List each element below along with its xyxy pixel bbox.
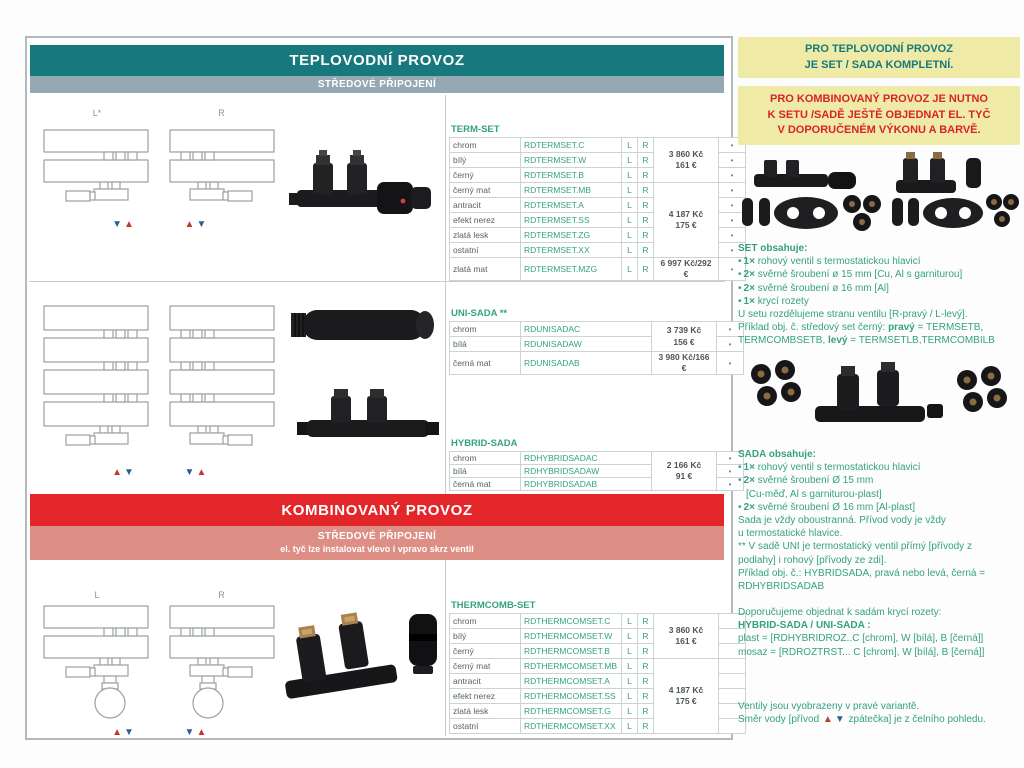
- radiator-drawing: [38, 300, 156, 460]
- cell-color-name: bílý: [450, 153, 521, 168]
- cell-price: 4 187 Kč 175 €: [654, 183, 719, 258]
- info-line: u termostatické hlavice.: [738, 528, 843, 540]
- uni-sada-title: UNI-SADA **: [451, 308, 508, 319]
- cell-availability-dot: •: [719, 138, 746, 153]
- section-header-teplovodni: [30, 45, 724, 76]
- table-row: [450, 352, 744, 375]
- cell-right-variant: R: [638, 674, 654, 689]
- list-item: [738, 268, 1022, 281]
- radiator-drawing: [38, 120, 156, 212]
- info-line: plast = [RDHYBRIDROZ..C [chrom], W [bílá], B [černá]]: [738, 633, 984, 645]
- hybrid-sada-table-block: [449, 436, 732, 491]
- thermcomb-set-table-block: [449, 598, 725, 734]
- item-qty: 2×: [743, 269, 755, 281]
- info-text: Směr vody [přívod: [738, 714, 822, 726]
- item-qty: 1×: [743, 462, 755, 474]
- cell-left-variant: L: [622, 198, 638, 213]
- section-header-kombinovany: [30, 494, 724, 526]
- cell-product-code: RDTERMSET.C: [521, 138, 622, 153]
- cell-availability-dot: •: [719, 183, 746, 198]
- cell-product-code: RDTERMSET.MZG: [521, 258, 622, 281]
- cell-product-code: RDTERMSET.B: [521, 168, 622, 183]
- flow-down-icon: ▼: [124, 467, 134, 478]
- cell-right-variant: R: [638, 198, 654, 213]
- notice-line: V DOPORUČENÉM VÝKONU A BARVĚ.: [777, 124, 981, 137]
- cell-right-variant: R: [638, 704, 654, 719]
- cell-price: 4 187 Kč 175 €: [654, 659, 719, 734]
- cell-availability-dot: •: [717, 337, 744, 352]
- notice-line: PRO KOMBINOVANÝ PROVOZ JE NUTNO: [770, 93, 988, 106]
- subheader-stredove-2: [30, 526, 724, 560]
- cell-product-code: RDTERMSET.W: [521, 153, 622, 168]
- list-item-continuation: [Cu-měď, Al s garniturou-plast]: [746, 488, 882, 500]
- notice-line: JE SET / SADA KOMPLETNÍ.: [804, 58, 954, 71]
- cell-left-variant: L: [622, 213, 638, 228]
- flow-direction-markers: [37, 725, 157, 738]
- flow-direction-markers: [37, 217, 157, 230]
- item-text: rohový ventil s termostatickou hlavicí: [754, 462, 921, 474]
- cell-price: 3 739 Kč 156 €: [652, 322, 717, 352]
- radiator-diagram-left: [37, 108, 157, 230]
- info-line: mosaz = [RDROZTRST... C [chrom], W [bílá], B [černá]]: [738, 646, 985, 658]
- set-contents-title: SET obsahuje:: [738, 243, 808, 254]
- cell-color-name: chrom: [450, 138, 521, 153]
- cell-color-name: zlatá lesk: [450, 704, 521, 719]
- cell-color-name: ostatní: [450, 719, 521, 734]
- bullet-icon: •: [738, 295, 742, 307]
- flow-up-icon: ▲: [184, 219, 195, 230]
- info-text: Příklad obj. č. středový set černý:: [738, 322, 889, 334]
- radiator-diagram-right: [161, 108, 281, 230]
- flow-down-icon: ▼: [184, 727, 195, 738]
- cell-color-name: bílá: [450, 465, 521, 478]
- cell-availability-dot: •: [719, 258, 746, 281]
- subheader-stredove-2-note: el. tyč lze instalovat vlevo i vpravo skrz ventil: [280, 543, 474, 554]
- info-text: = TERMSETB,: [914, 322, 984, 334]
- radiator-drawing: [162, 602, 280, 720]
- cell-product-code: RDTERMSET.XX: [521, 243, 622, 258]
- flow-direction-markers: [161, 725, 281, 738]
- cell-product-code: RDUNISADAW: [521, 337, 652, 352]
- cell-left-variant: L: [622, 138, 638, 153]
- item-qty: 2×: [743, 501, 755, 513]
- flow-down-icon: ▼: [124, 727, 134, 738]
- flow-down-icon: ▼: [184, 467, 195, 478]
- info-text: zpátečka] je z čelního pohledu.: [845, 714, 986, 726]
- diagram-label-right: R: [218, 590, 225, 600]
- cell-color-name: černá mat: [450, 478, 521, 491]
- cell-availability-dot: •: [719, 198, 746, 213]
- product-photo-uni-sada: [289, 294, 439, 356]
- cell-right-variant: R: [638, 183, 654, 198]
- cell-availability-dot: [719, 674, 746, 689]
- product-photo-thermcomb-set: [285, 600, 443, 705]
- cell-product-code: RDTHERMCOMSET.A: [521, 674, 622, 689]
- info-line: [738, 334, 1022, 347]
- item-qty: 2×: [743, 282, 755, 294]
- cell-product-code: RDUNISADAC: [521, 322, 652, 337]
- item-text: svěrné šroubení ø 16 mm [Al]: [754, 282, 889, 294]
- flow-down-icon: ▼: [112, 219, 122, 230]
- cell-right-variant: R: [638, 213, 654, 228]
- info-line: [738, 321, 1022, 334]
- cell-product-code: RDUNISADAB: [521, 352, 652, 375]
- cell-product-code: RDHYBRIDSADAC: [521, 452, 652, 465]
- thermcomb-set-table: [449, 613, 746, 734]
- item-qty: 1×: [743, 295, 755, 307]
- cell-left-variant: L: [622, 644, 638, 659]
- info-line: [738, 713, 1022, 726]
- cell-availability-dot: •: [719, 243, 746, 258]
- info-line: Sada je vždy oboustranná. Přívod vody je vždy: [738, 514, 946, 526]
- cell-product-code: RDTERMSET.MB: [521, 183, 622, 198]
- cell-left-variant: L: [622, 168, 638, 183]
- footer-note: [738, 700, 1022, 726]
- info-text: TERMCOMBSETB,: [738, 335, 829, 347]
- cell-left-variant: L: [622, 228, 638, 243]
- cell-availability-dot: •: [719, 228, 746, 243]
- flow-down-icon: ▼: [196, 219, 207, 230]
- item-text: svěrné šroubení ø 15 mm [Cu, Al s garniturou]: [754, 269, 963, 281]
- term-set-title: TERM-SET: [451, 124, 500, 135]
- cell-right-variant: R: [638, 644, 654, 659]
- bullet-icon: •: [738, 282, 742, 294]
- flow-down-icon: ▼: [834, 714, 845, 726]
- cell-product-code: RDTHERMCOMSET.B: [521, 644, 622, 659]
- cell-right-variant: R: [638, 659, 654, 674]
- cell-color-name: černá mat: [450, 352, 521, 375]
- catalog-panel: [25, 36, 733, 740]
- diagram-section1: [37, 108, 287, 230]
- cell-color-name: chrom: [450, 322, 521, 337]
- cell-product-code: RDHYBRIDSADAW: [521, 465, 652, 478]
- cell-product-code: RDTHERMCOMSET.C: [521, 614, 622, 629]
- cell-left-variant: L: [622, 614, 638, 629]
- list-item: [738, 461, 1022, 474]
- info-text-bold: pravý: [888, 322, 915, 334]
- bullet-icon: •: [738, 462, 742, 474]
- cell-right-variant: R: [638, 614, 654, 629]
- set-contents-info: [738, 242, 1022, 348]
- uni-sada-table-block: [449, 306, 732, 375]
- info-line: Příklad obj. č.: HYBRIDSADA, pravá nebo levá, černá =: [738, 567, 986, 579]
- info-line: Doporučujeme objednat k sadám krycí rozety:: [738, 607, 942, 618]
- product-photo-term-set: [285, 135, 440, 235]
- info-line-bold: HYBRID-SADA / UNI-SADA :: [738, 620, 871, 632]
- diagram-label-right: R: [218, 108, 225, 118]
- table-row: [450, 258, 746, 281]
- cell-product-code: RDTHERMCOMSET.G: [521, 704, 622, 719]
- flow-direction-markers: [37, 465, 157, 478]
- cell-product-code: RDTHERMCOMSET.MB: [521, 659, 622, 674]
- cell-left-variant: L: [622, 704, 638, 719]
- rozety-note: [738, 606, 1022, 659]
- cell-color-name: efekt nerez: [450, 689, 521, 704]
- cell-availability-dot: •: [719, 153, 746, 168]
- section-header-kombinovany-label: KOMBINOVANÝ PROVOZ: [281, 501, 473, 519]
- cell-product-code: RDTERMSET.A: [521, 198, 622, 213]
- item-qty: 1×: [743, 256, 755, 268]
- flow-direction-markers: [161, 465, 281, 478]
- section-divider: [29, 281, 725, 282]
- flow-up-icon: ▲: [112, 467, 122, 478]
- cell-color-name: černý mat: [450, 183, 521, 198]
- radiator-diagram-right: [161, 590, 281, 738]
- notice-teplovodni: [738, 37, 1020, 78]
- cell-color-name: chrom: [450, 452, 521, 465]
- sada-components-photo: [745, 358, 1015, 440]
- table-row: [450, 452, 744, 465]
- cell-price: 2 166 Kč 91 €: [652, 452, 717, 491]
- radiator-diagram-left: [37, 590, 157, 738]
- cell-color-name: černý: [450, 644, 521, 659]
- cell-right-variant: R: [638, 258, 654, 281]
- flow-up-icon: ▲: [124, 219, 134, 230]
- item-text: rohový ventil s termostatickou hlavicí: [754, 256, 921, 268]
- bullet-icon: •: [738, 269, 742, 281]
- set-components-photo: [740, 150, 1020, 238]
- thermcomb-set-title: THERMCOMB-SET: [451, 600, 536, 611]
- cell-product-code: RDTHERMCOMSET.XX: [521, 719, 622, 734]
- cell-right-variant: R: [638, 153, 654, 168]
- flow-up-icon: ▲: [196, 727, 207, 738]
- cell-availability-dot: •: [717, 465, 744, 478]
- cell-left-variant: L: [622, 689, 638, 704]
- notice-line: PRO TEPLOVODNÍ PROVOZ: [805, 43, 953, 56]
- cell-left-variant: L: [622, 659, 638, 674]
- cell-left-variant: L: [622, 243, 638, 258]
- table-row: [450, 138, 746, 153]
- cell-left-variant: L: [622, 153, 638, 168]
- sada-contents-title: SADA obsahuje:: [738, 449, 816, 460]
- flow-up-icon: ▲: [822, 714, 833, 726]
- table-row: [450, 659, 746, 674]
- hybrid-sada-table: [449, 451, 744, 491]
- cell-right-variant: R: [638, 138, 654, 153]
- radiator-drawing: [162, 300, 280, 460]
- cell-color-name: antracit: [450, 674, 521, 689]
- cell-availability-dot: •: [719, 213, 746, 228]
- cell-color-name: chrom: [450, 614, 521, 629]
- cell-color-name: bílá: [450, 337, 521, 352]
- hybrid-sada-title: HYBRID-SADA: [451, 438, 518, 449]
- radiator-drawing: [162, 120, 280, 212]
- radiator-drawing: [38, 602, 156, 720]
- notice-line: K SETU /SADĚ JEŠTĚ OBJEDNAT EL. TYČ: [767, 108, 991, 121]
- info-text: = TERMSETLB,TERMCOMBILB: [847, 335, 995, 347]
- item-text: svěrné šroubení Ø 16 mm [Al-plast]: [754, 501, 915, 513]
- info-line: RDHYBRIDSADAB: [738, 580, 825, 592]
- cell-color-name: efekt nerez: [450, 213, 521, 228]
- item-qty: 2×: [743, 475, 755, 487]
- item-text: krycí rozety: [754, 295, 809, 307]
- cell-left-variant: L: [622, 674, 638, 689]
- cell-right-variant: R: [638, 689, 654, 704]
- cell-color-name: zlatá mat: [450, 258, 521, 281]
- list-item: [738, 501, 1022, 514]
- cell-product-code: RDHYBRIDSADAB: [521, 478, 652, 491]
- cell-color-name: zlatá lesk: [450, 228, 521, 243]
- radiator-diagram-right: [161, 300, 281, 478]
- radiator-diagram-left: [37, 300, 157, 478]
- cell-left-variant: L: [622, 258, 638, 281]
- table-row: [450, 183, 746, 198]
- flow-direction-markers: [161, 217, 281, 230]
- table-row: [450, 322, 744, 337]
- uni-sada-table: [449, 321, 744, 375]
- cell-product-code: RDTHERMCOMSET.W: [521, 629, 622, 644]
- cell-right-variant: R: [638, 168, 654, 183]
- cell-availability-dot: [719, 659, 746, 674]
- cell-price: 6 997 Kč/292 €: [654, 258, 719, 281]
- cell-price: 3 860 Kč 161 €: [654, 138, 719, 183]
- cell-product-code: RDTERMSET.SS: [521, 213, 622, 228]
- list-item: [738, 295, 1022, 308]
- cell-left-variant: L: [622, 183, 638, 198]
- subheader-stredove-1: [30, 76, 724, 93]
- cell-color-name: bílý: [450, 629, 521, 644]
- cell-product-code: RDTHERMCOMSET.SS: [521, 689, 622, 704]
- list-item: [738, 474, 1022, 487]
- info-line: U setu rozdělujeme stranu ventilu [R-pravý / L-levý].: [738, 308, 968, 320]
- subheader-stredove-2-label: STŘEDOVÉ PŘIPOJENÍ: [317, 531, 437, 543]
- subheader-stredove-1-label: STŘEDOVÉ PŘIPOJENÍ: [317, 79, 437, 90]
- cell-right-variant: R: [638, 228, 654, 243]
- cell-price: 3 860 Kč 161 €: [654, 614, 719, 659]
- cell-color-name: černý: [450, 168, 521, 183]
- cell-availability-dot: •: [717, 322, 744, 337]
- section-header-teplovodni-label: TEPLOVODNÍ PROVOZ: [289, 52, 465, 69]
- table-row: [450, 614, 746, 629]
- info-text-bold: levý: [828, 335, 848, 347]
- notice-kombinovany: [738, 86, 1020, 145]
- bullet-icon: •: [738, 501, 742, 513]
- list-item: [738, 282, 1022, 295]
- diagram-label-left: L*: [92, 108, 102, 118]
- cell-availability-dot: •: [719, 168, 746, 183]
- info-line: podlahy] i rohový [přívody ze zdi].: [738, 554, 887, 566]
- cell-availability-dot: •: [717, 352, 744, 375]
- cell-right-variant: R: [638, 629, 654, 644]
- info-line: ** V sadě UNI je termostatický ventil přímý [přívody z: [738, 541, 972, 553]
- flow-up-icon: ▲: [112, 727, 122, 738]
- cell-availability-dot: •: [717, 478, 744, 491]
- cell-left-variant: L: [622, 629, 638, 644]
- diagram-section2: [37, 300, 287, 478]
- info-line: Ventily jsou vyobrazeny v pravé variantě.: [738, 701, 920, 712]
- cell-right-variant: R: [638, 243, 654, 258]
- cell-left-variant: L: [622, 719, 638, 734]
- cell-price: 3 980 Kč/166 €: [652, 352, 717, 375]
- flow-up-icon: ▲: [196, 467, 207, 478]
- list-item: [738, 255, 1022, 268]
- cell-availability-dot: •: [717, 452, 744, 465]
- item-text: svěrné šroubení Ø 15 mm: [754, 475, 874, 487]
- sada-contents-info: [738, 448, 1022, 593]
- cell-color-name: černý mat: [450, 659, 521, 674]
- column-divider: [445, 95, 446, 494]
- cell-product-code: RDTERMSET.ZG: [521, 228, 622, 243]
- cell-color-name: antracit: [450, 198, 521, 213]
- bullet-icon: •: [738, 256, 742, 268]
- bullet-icon: •: [738, 475, 742, 487]
- column-divider: [445, 560, 446, 736]
- term-set-table-block: [449, 122, 734, 281]
- product-photo-hybrid-sada: [293, 384, 443, 450]
- term-set-table: [449, 137, 746, 281]
- cell-color-name: ostatní: [450, 243, 521, 258]
- cell-right-variant: R: [638, 719, 654, 734]
- diagram-label-left: L: [94, 590, 100, 600]
- diagram-section3: [37, 590, 287, 738]
